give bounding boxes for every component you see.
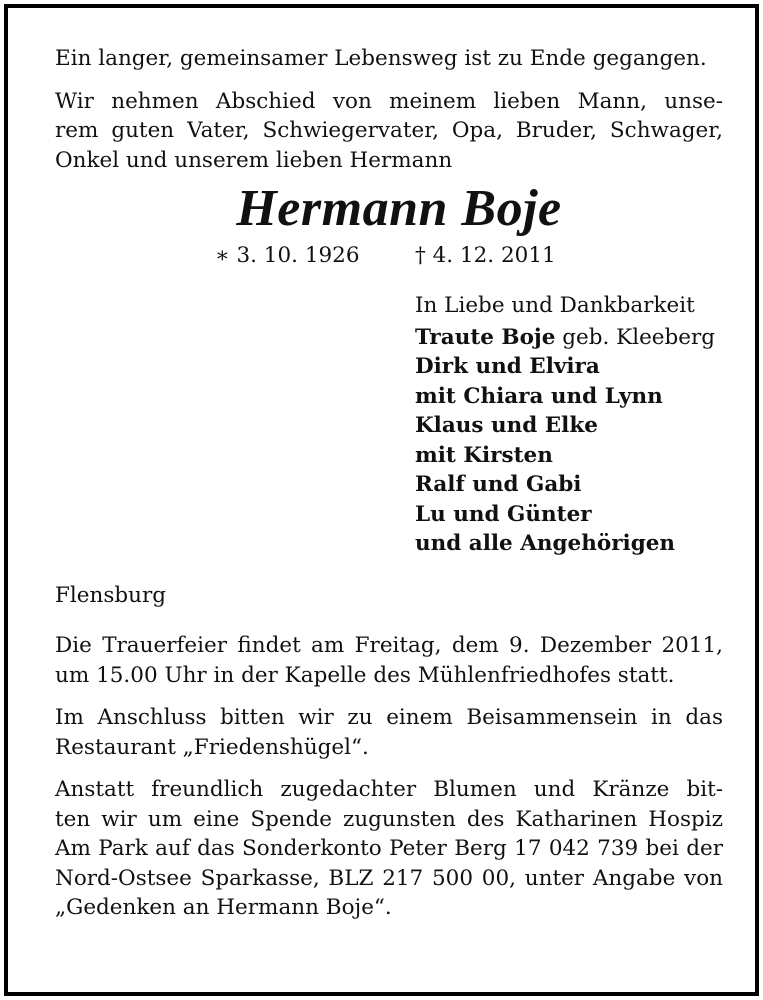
- life-dates: [55, 241, 723, 275]
- family-signature: [415, 291, 723, 559]
- farewell-line: Wir nehmen Abschied von meinem lieben Mann, unse-: [55, 88, 723, 114]
- family-member: mit Chiara und Lynn: [415, 383, 663, 409]
- intro-line: Ein langer, gemeinsamer Lebensweg ist zu Ende gegangen.: [55, 46, 707, 71]
- birth-date: ∗ 3. 10. 1926: [215, 243, 360, 268]
- family-member-spouse: [415, 323, 723, 353]
- family-member: Klaus und Elke: [415, 413, 598, 438]
- family-member: mit Kirsten: [415, 442, 553, 468]
- family-intro: In Liebe und Dankbarkeit: [415, 293, 695, 318]
- family-member: Dirk und Elvira: [415, 354, 600, 379]
- donation-line: ten wir um eine Spende zugunsten des Katharinen Hospiz: [55, 806, 723, 832]
- deceased-name: Hermann Boje: [236, 180, 562, 237]
- donation-line: Anstatt freundlich zugedachter Blumen und Kränze bit-: [55, 777, 723, 802]
- donation-text: [55, 775, 723, 923]
- obituary-frame: [4, 4, 759, 996]
- farewell-line: Onkel und unserem lieben Hermann: [55, 147, 453, 173]
- family-member: Ralf und Gabi: [415, 472, 582, 497]
- service-line: um 15.00 Uhr in der Kapelle des Mühlenfriedhofes statt.: [55, 662, 675, 688]
- intro-text: [55, 44, 723, 74]
- death-date: † 4. 12. 2011: [415, 243, 556, 268]
- donation-line: „Gedenken an Hermann Boje“.: [55, 895, 392, 920]
- service-line: Die Trauerfeier findet am Freitag, dem 9. Dezember 2011,: [55, 633, 723, 658]
- family-member: und alle Angehörigen: [415, 531, 676, 556]
- reception-line: Restaurant „Friedenshügel“.: [55, 734, 369, 760]
- family-member: Lu und Günter: [415, 501, 592, 527]
- reception-line: Im Anschluss bitten wir zu einem Beisammensein in das: [55, 705, 723, 730]
- farewell-line: rem guten Vater, Schwiegervater, Opa, Bruder, Schwager,: [55, 118, 723, 143]
- service-text: [55, 631, 723, 690]
- spouse-name: Traute Boje: [415, 324, 556, 350]
- reception-text: [55, 703, 723, 762]
- farewell-text: [55, 87, 723, 176]
- donation-line: Nord-Ostsee Sparkasse, BLZ 217 500 00, unter Angabe von: [55, 865, 723, 891]
- donation-line: Am Park auf das Sonderkonto Peter Berg 17 042 739 bei der: [55, 836, 723, 861]
- obituary-content: [55, 44, 723, 923]
- city: Flensburg: [55, 582, 167, 608]
- spouse-maiden-name: geb. Kleeberg: [555, 324, 716, 350]
